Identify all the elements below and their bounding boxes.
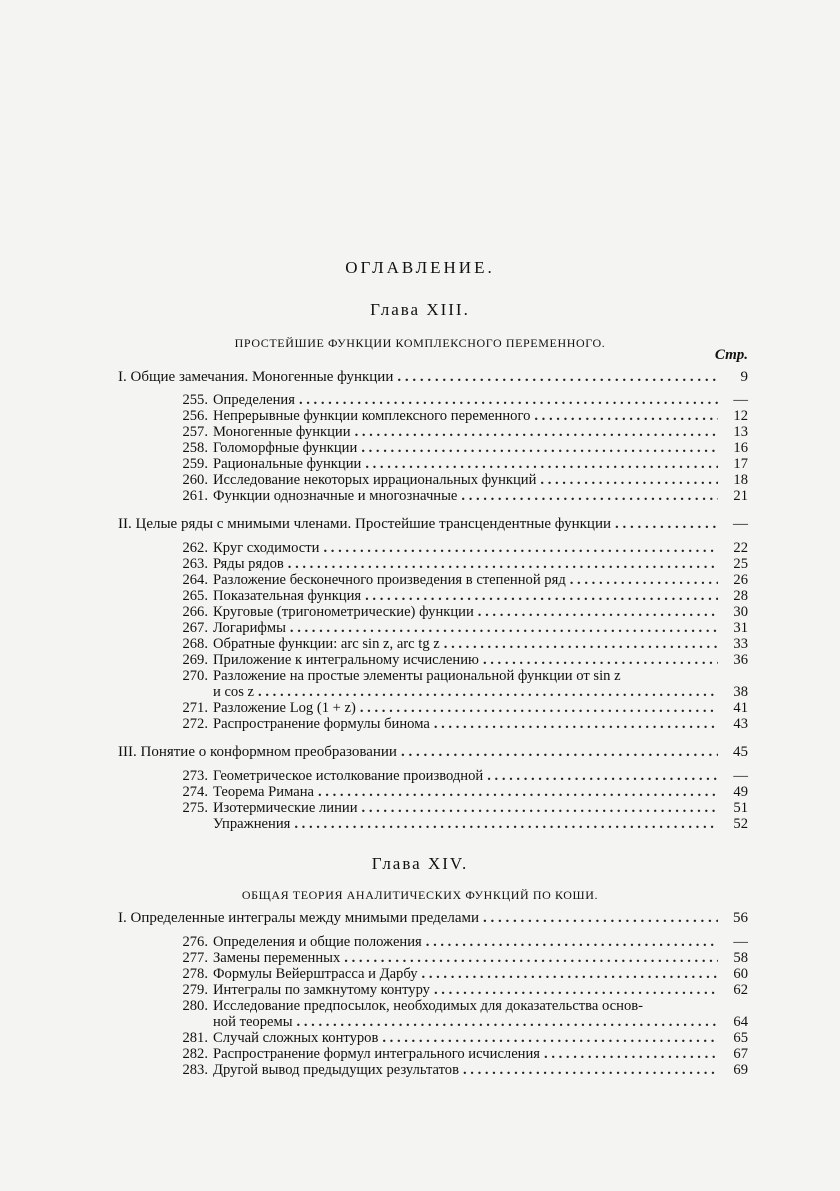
item-number: 274.	[182, 784, 208, 800]
item-title: Обратные функции: arc sin z, arc tg z	[213, 636, 440, 652]
toc-item-269	[120, 652, 748, 668]
dot-leader	[318, 784, 718, 800]
item-page: 16	[733, 440, 748, 456]
toc-item-259	[120, 456, 748, 472]
item-page: 13	[733, 424, 748, 440]
item-page: 25	[733, 556, 748, 572]
item-page: 49	[733, 784, 748, 800]
item-title: Разложение на простые элементы рациональной функции от sin z	[213, 668, 621, 684]
toc-item-280	[120, 998, 748, 1014]
item-title: Голоморфные функции	[213, 440, 358, 456]
dot-leader	[397, 369, 718, 385]
item-title: Определения	[213, 392, 295, 408]
toc-item-270	[120, 668, 748, 684]
toc-item-exercises	[120, 816, 748, 832]
item-number: 282.	[182, 1046, 208, 1062]
toc-item-273	[120, 768, 748, 784]
dot-leader	[534, 408, 718, 424]
page-column-label: Стр.	[714, 347, 748, 363]
item-title: Замены переменных	[213, 950, 341, 966]
item-title: Распространение формулы бинома	[213, 716, 430, 732]
dot-leader	[355, 424, 718, 440]
dot-leader	[382, 1030, 718, 1046]
item-number: 271.	[182, 700, 208, 716]
item-page: 67	[733, 1046, 748, 1062]
item-number: 266.	[182, 604, 208, 620]
item-page: 33	[733, 636, 748, 652]
item-number: 261.	[182, 488, 208, 504]
toc-item-266	[120, 604, 748, 620]
dot-leader	[478, 604, 718, 620]
item-page: 43	[733, 716, 748, 732]
dot-leader	[365, 456, 718, 472]
dot-leader	[258, 684, 718, 700]
toc-item-265	[120, 588, 748, 604]
dot-leader	[434, 982, 718, 998]
section-label: I. Общие замечания. Моногенные функции	[118, 369, 394, 385]
item-number: 281.	[182, 1030, 208, 1046]
toc-item-271	[120, 700, 748, 716]
dot-leader	[360, 700, 718, 716]
item-number: 279.	[182, 982, 208, 998]
toc-item-282	[120, 1046, 748, 1062]
item-title: Разложение Log (1 + z)	[213, 700, 356, 716]
item-page: 69	[733, 1062, 748, 1078]
dot-leader	[288, 556, 718, 572]
item-number: 265.	[182, 588, 208, 604]
chapter-13-subtitle: ПРОСТЕЙШИЕ ФУНКЦИИ КОМПЛЕКСНОГО ПЕРЕМЕННОГО.	[234, 336, 606, 350]
dot-leader	[361, 440, 718, 456]
toc-item-261	[120, 488, 748, 504]
item-page: 64	[733, 1014, 748, 1030]
dot-leader	[444, 636, 718, 652]
item-title: Непрерывные функции комплексного переменного	[213, 408, 531, 424]
item-page: —	[733, 392, 748, 408]
item-number: 283.	[182, 1062, 208, 1078]
item-title: Формулы Вейерштрасса и Дарбу	[213, 966, 418, 982]
item-number: 278.	[182, 966, 208, 982]
item-page: 58	[733, 950, 748, 966]
item-number: 269.	[182, 652, 208, 668]
item-page: 65	[733, 1030, 748, 1046]
item-page: 60	[733, 966, 748, 982]
dot-leader	[540, 472, 718, 488]
toc-item-281	[120, 1030, 748, 1046]
section-label: II. Целые ряды с мнимыми членами. Простейшие трансцендентные функции	[118, 516, 612, 532]
item-page: 26	[733, 572, 748, 588]
item-page: 21	[733, 488, 748, 504]
item-page: 31	[733, 620, 748, 636]
chapter-13-title: Глава XIII.	[370, 300, 470, 319]
dot-leader	[483, 652, 718, 668]
item-page: 12	[733, 408, 748, 424]
item-page: —	[733, 934, 748, 950]
section-13-2	[118, 516, 748, 532]
toc-item-277	[120, 950, 748, 966]
item-number: 276.	[182, 934, 208, 950]
item-number: 268.	[182, 636, 208, 652]
toc-item-279	[120, 982, 748, 998]
item-title: Теорема Римана	[213, 784, 314, 800]
dot-leader	[544, 1046, 718, 1062]
toc-item-256	[120, 408, 748, 424]
item-page: 62	[733, 982, 748, 998]
dot-leader	[570, 572, 718, 588]
item-number: 277.	[182, 950, 208, 966]
toc-item-283	[120, 1062, 748, 1078]
toc-item-257	[120, 424, 748, 440]
item-page: 51	[733, 800, 748, 816]
item-title: Исследование некоторых иррациональных функций	[213, 472, 537, 488]
section-label: I. Определенные интегралы между мнимыми пределами	[118, 910, 480, 926]
section-label: III. Понятие о конформном преобразовании	[118, 744, 397, 760]
item-page: 17	[733, 456, 748, 472]
toc-item-272	[120, 716, 748, 732]
item-number: 272.	[182, 716, 208, 732]
toc-item-276	[120, 934, 748, 950]
item-title: Круговые (тригонометрические) функции	[213, 604, 474, 620]
toc-item-267	[120, 620, 748, 636]
dot-leader	[401, 744, 718, 760]
item-title: Исследование предпосылок, необходимых для доказательства основ-	[213, 998, 644, 1014]
toc-item-275	[120, 800, 748, 816]
dot-leader	[323, 540, 718, 556]
dot-leader	[362, 800, 718, 816]
toc-item-280-cont	[120, 1014, 748, 1030]
item-title: Показательная функция	[213, 588, 362, 604]
toc-item-255	[120, 392, 748, 408]
item-page: 52	[733, 816, 748, 832]
dot-leader	[426, 934, 718, 950]
item-number: 260.	[182, 472, 208, 488]
item-page: 38	[733, 684, 748, 700]
item-number: 256.	[182, 408, 208, 424]
item-title: Геометрическое истолкование производной	[213, 768, 484, 784]
section-page: 56	[733, 910, 748, 926]
toc-item-258	[120, 440, 748, 456]
toc-title: ОГЛАВЛЕНИЕ.	[345, 258, 495, 277]
dot-leader	[299, 392, 718, 408]
item-title: Распространение формул интегрального исчисления	[213, 1046, 541, 1062]
section-13-3	[118, 744, 748, 760]
item-title-cont: ной теоремы	[213, 1014, 293, 1030]
section-page: 45	[733, 744, 748, 760]
dot-leader	[297, 1014, 718, 1030]
dot-leader	[483, 910, 718, 926]
item-number: 258.	[182, 440, 208, 456]
item-number: 280.	[182, 998, 208, 1014]
item-title: Разложение бесконечного произведения в степенной ряд	[213, 572, 566, 588]
item-title-cont: и cos z	[213, 684, 255, 700]
item-title: Логарифмы	[213, 620, 286, 636]
item-page: 36	[733, 652, 748, 668]
toc-item-268	[120, 636, 748, 652]
item-page: —	[733, 768, 748, 784]
item-title: Моногенные функции	[213, 424, 351, 440]
item-page: 30	[733, 604, 748, 620]
toc-item-263	[120, 556, 748, 572]
dot-leader	[615, 516, 718, 532]
dot-leader	[487, 768, 718, 784]
chapter-14-subtitle: ОБЩАЯ ТЕОРИЯ АНАЛИТИЧЕСКИХ ФУНКЦИЙ ПО КОШИ.	[241, 888, 599, 902]
item-page: 28	[733, 588, 748, 604]
item-number: 262.	[182, 540, 208, 556]
item-number: 273.	[182, 768, 208, 784]
item-number: 270.	[182, 668, 208, 684]
item-title: Ряды рядов	[213, 556, 284, 572]
section-14-1	[118, 910, 748, 926]
toc-item-260	[120, 472, 748, 488]
item-title: Интегралы по замкнутому контуру	[213, 982, 430, 998]
dot-leader	[463, 1062, 718, 1078]
dot-leader	[365, 588, 718, 604]
dot-leader	[290, 620, 718, 636]
section-page: 9	[740, 369, 748, 385]
item-number: 267.	[182, 620, 208, 636]
section-13-1	[118, 369, 748, 385]
item-title: Случай сложных контуров	[213, 1030, 379, 1046]
toc-item-274	[120, 784, 748, 800]
toc-item-270-cont	[120, 684, 748, 700]
item-title: Рациональные функции	[213, 456, 362, 472]
chapter-14-title: Глава XIV.	[371, 854, 469, 873]
item-title: Круг сходимости	[213, 540, 320, 556]
toc-item-262	[120, 540, 748, 556]
item-title: Упражнения	[213, 816, 291, 832]
toc-item-278	[120, 966, 748, 982]
item-title: Изотермические линии	[213, 800, 358, 816]
item-title: Определения и общие положения	[213, 934, 422, 950]
item-number: 264.	[182, 572, 208, 588]
item-page: 22	[733, 540, 748, 556]
section-page: —	[733, 516, 748, 532]
dot-leader	[461, 488, 718, 504]
item-title: Другой вывод предыдущих результатов	[213, 1062, 459, 1078]
item-number: 263.	[182, 556, 208, 572]
item-title: Приложение к интегральному исчислению	[213, 652, 479, 668]
item-number: 255.	[182, 392, 208, 408]
item-number: 275.	[182, 800, 208, 816]
item-page: 41	[733, 700, 748, 716]
item-number: 257.	[182, 424, 208, 440]
item-title: Функции однозначные и многозначные	[213, 488, 458, 504]
dot-leader	[434, 716, 718, 732]
item-number: 259.	[182, 456, 208, 472]
dot-leader	[294, 816, 718, 832]
item-page: 18	[733, 472, 748, 488]
dot-leader	[422, 966, 718, 982]
toc-item-264	[120, 572, 748, 588]
dot-leader	[344, 950, 718, 966]
